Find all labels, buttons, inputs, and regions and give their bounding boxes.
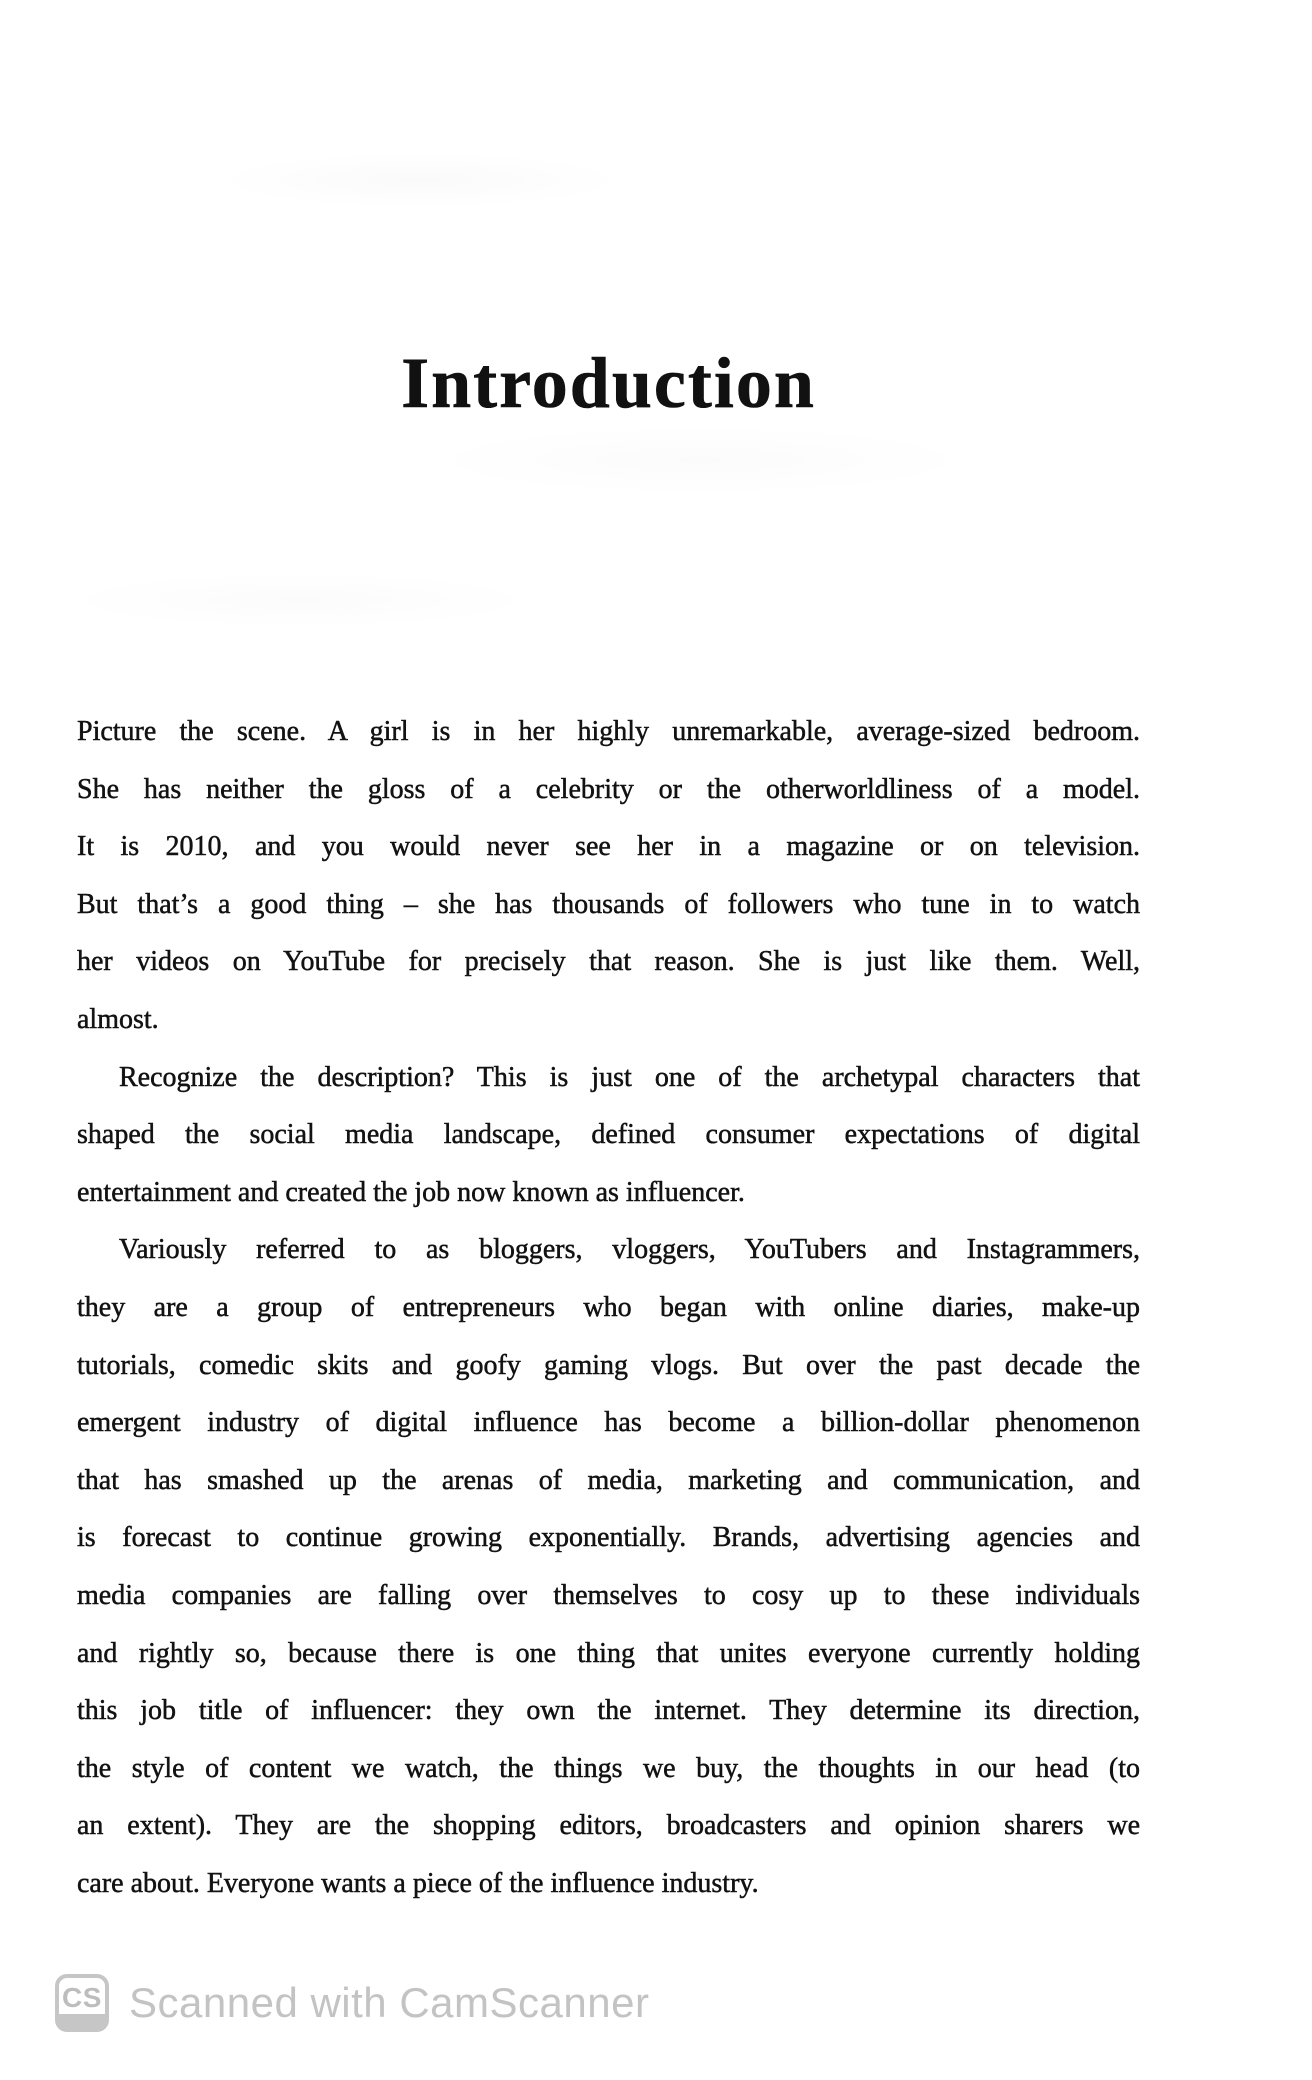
text-line: that has smashed up the arenas of media, marketing and communication, and [77,1464,1140,1496]
text-line: entertainment and created the job now known as influencer. [77,1176,745,1208]
text-line: emergent industry of digital influence has become a billion-dollar phenomenon [77,1407,1140,1439]
text-line: and rightly so, because there is one thing that unites everyone currently holding [77,1637,1140,1669]
camscanner-icon [55,1974,109,2032]
text-line: But that’s a good thing – she has thousands of followers who tune in to watch [77,888,1140,920]
text-line: an extent). They are the shopping editors, broadcasters and opinion sharers we [77,1810,1140,1842]
text-line: She has neither the gloss of a celebrity or the otherworldliness of a model. [77,773,1140,805]
text-line: almost. [77,1003,159,1035]
paragraph [77,1221,1140,1912]
camscanner-icon-label: CS [62,1982,102,2013]
text-line: It is 2010, and you would never see her in a magazine or on television. [77,831,1140,863]
text-line: is forecast to continue growing exponentially. Brands, advertising agencies and [77,1522,1140,1554]
text-line: this job title of influencer: they own the internet. They determine its direction, [77,1695,1140,1727]
text-line: her videos on YouTube for precisely that reason. She is just like them. Well, [77,946,1140,978]
camscanner-icon-bar [59,2014,105,2028]
text-line: care about. Everyone wants a piece of the influence industry. [77,1867,759,1899]
text-line: Picture the scene. A girl is in her highly unremarkable, average-sized bedroom. [77,716,1140,747]
camscanner-watermark [55,1974,649,2032]
text-line: Variously referred to as bloggers, vloggers, YouTubers and Instagrammers, [119,1234,1140,1266]
text-line: the style of content we watch, the things we buy, the thoughts in our head (to [77,1752,1140,1784]
text-line: they are a group of entrepreneurs who began with online diaries, make-up [77,1291,1140,1323]
watermark-text: Scanned with CamScanner [129,1979,650,2026]
text-line: shaped the social media landscape, defined consumer expectations of digital [77,1119,1140,1151]
text-line: media companies are falling over themselves to cosy up to these individuals [77,1579,1140,1611]
paragraph [77,1049,1140,1222]
paragraph [77,703,1140,1049]
body-text [77,703,1140,1912]
page-title: Introduction [401,343,816,423]
text-line: Recognize the description? This is just one of the archetypal characters that [119,1061,1140,1093]
text-line: tutorials, comedic skits and goofy gaming vlogs. But over the past decade the [77,1349,1140,1381]
